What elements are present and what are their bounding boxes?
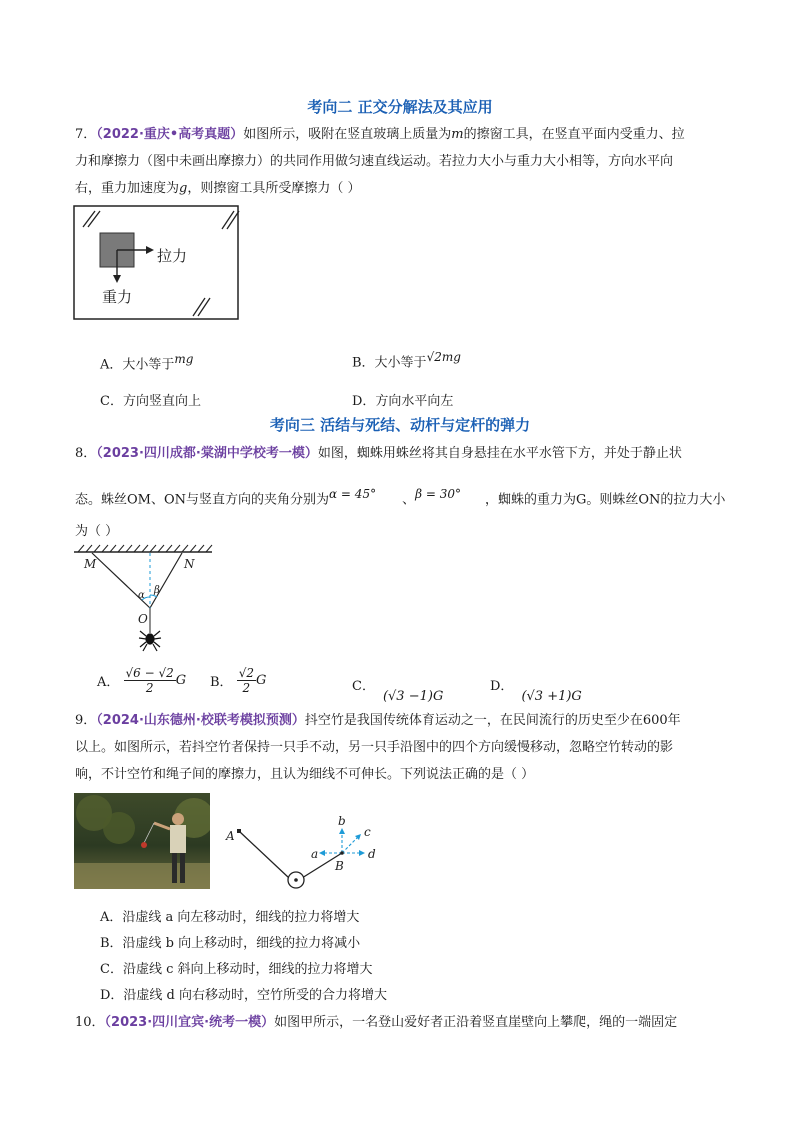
question-text: 态。蛛丝OM、ON与竖直方向的夹角分别为 <box>75 492 330 508</box>
q8-option-a[interactable] <box>97 666 186 695</box>
question-text: 如图甲所示，一名登山爱好者正沿着竖直崖壁向上攀爬，绳的一端固定 <box>274 1015 678 1030</box>
question-8-line-2 <box>75 484 725 510</box>
math-m: m <box>451 127 464 142</box>
figure-window-cleaner <box>70 203 245 323</box>
label-beta: β <box>154 585 160 596</box>
label-A: A <box>226 829 235 843</box>
question-text: ，则擦窗工具所受摩擦力（ ） <box>187 181 361 196</box>
direction-arrows <box>323 832 361 853</box>
question-7-line-1 <box>75 125 685 145</box>
question-9-line-2: 以上。如图所示，若抖空竹者保持一只手不动，另一只手沿图中的四个方向缓慢移动，忽略空竹转动的影 <box>75 740 674 755</box>
q9-option-d[interactable]: D．沿虚线 d 向右移动时，空竹所受的合力将增大 <box>100 988 388 1003</box>
question-number: 9． <box>75 713 97 728</box>
question-number: 7． <box>75 127 97 142</box>
question-text: ，蜘蛛的重力为G。则蛛丝ON的拉力大小 <box>484 492 726 508</box>
figure-spider <box>72 543 222 658</box>
q7-option-c[interactable]: C．方向竖直向上 <box>100 394 201 409</box>
option-label: B．大小等于 <box>352 355 427 371</box>
q7-option-d[interactable]: D．方向水平向左 <box>352 394 454 409</box>
option-math: mg <box>174 352 194 366</box>
label-c: c <box>364 825 371 839</box>
q9-option-c[interactable]: C．沿虚线 c 斜向上移动时，细线的拉力将增大 <box>100 962 373 977</box>
fraction <box>237 666 256 695</box>
symbol-G: G <box>255 673 267 688</box>
gravity-arrowhead <box>113 275 121 283</box>
q9-option-a[interactable]: A．沿虚线 a 向左移动时，细线的拉力将增大 <box>100 910 360 925</box>
diabolo-player-photo <box>74 793 210 889</box>
glass-pane <box>74 206 238 319</box>
option-math: (√3 +1)G <box>521 689 582 704</box>
question-10-line-1 <box>75 1013 677 1033</box>
arrowhead-d <box>359 850 365 856</box>
numerator: √2 <box>238 666 254 680</box>
question-text: 如图，蜘蛛用蛛丝将其自身悬挂在水平水管下方，并处于静止状 <box>317 446 682 461</box>
figure-diabolo-diagram <box>222 812 392 894</box>
numerator: √6 − √2 <box>125 666 174 680</box>
question-number: 10． <box>75 1015 105 1030</box>
question-9-line-3: 响，不计空竹和绳子间的摩擦力，且认为细线不可伸长。下列说法正确的是（ ） <box>75 767 535 782</box>
section-heading-2: 考向二 正交分解法及其应用 <box>307 98 493 116</box>
section-heading-3: 考向三 活结与死结、动杆与定杆的弹力 <box>269 416 531 434</box>
label-M: M <box>84 557 97 571</box>
label-alpha: α <box>138 590 145 601</box>
symbol-G: G <box>175 673 187 688</box>
denominator: 2 <box>145 681 154 695</box>
pull-arrowhead <box>146 246 154 254</box>
spider-icon <box>139 631 161 651</box>
option-math: (√3 −1)G <box>382 689 444 704</box>
math-g: g <box>179 181 188 196</box>
q8-option-b[interactable] <box>210 666 266 695</box>
gravity-label: 重力 <box>102 288 133 306</box>
label-a: a <box>311 847 319 861</box>
option-label: C． <box>352 679 375 694</box>
option-label: D． <box>490 679 514 694</box>
option-label: A． <box>97 675 120 690</box>
arrowhead-b <box>339 828 345 834</box>
option-label: B． <box>210 675 233 690</box>
label-N: N <box>184 557 195 571</box>
question-8-line-1 <box>75 444 682 464</box>
question-text: 右，重力加速度为 <box>75 181 180 196</box>
string-left <box>240 832 289 878</box>
question-8-line-3: 为（ ） <box>75 524 119 539</box>
question-text: 的擦窗工具，在竖直平面内受重力、拉 <box>463 127 685 142</box>
pull-force-label: 拉力 <box>157 247 188 265</box>
denominator: 2 <box>242 681 251 695</box>
question-text: 如图所示，吸附在竖直玻璃上质量为 <box>243 127 452 142</box>
question-7-line-2: 力和摩擦力（图中未画出摩擦力）的共同作用做匀速直线运动。若拉力大小与重力大小相等，方向水平向 <box>75 154 674 169</box>
q9-option-b[interactable]: B．沿虚线 b 向上移动时，细线的拉力将减小 <box>100 936 361 951</box>
question-source: （2023·四川宜宾·统考一模） <box>104 1015 275 1030</box>
question-source: （2024·山东德州·校联考模拟预测） <box>96 713 305 728</box>
question-number: 8． <box>75 446 97 461</box>
question-9-line-1 <box>75 711 681 731</box>
diabolo <box>141 842 147 848</box>
label-O: O <box>138 612 148 626</box>
question-text: 抖空竹是我国传统体育运动之一，在民间流行的历史至少在600年 <box>304 713 681 728</box>
question-7-line-3 <box>75 179 360 199</box>
q8-option-d[interactable] <box>490 675 582 704</box>
q7-option-b[interactable] <box>352 350 461 370</box>
pipe-hatch <box>78 545 212 552</box>
label-d: d <box>368 847 376 861</box>
label-b: b <box>338 814 346 828</box>
q7-option-a[interactable] <box>100 352 193 372</box>
fraction <box>124 666 176 695</box>
option-math: √2mg <box>426 350 461 364</box>
q8-option-c[interactable] <box>352 675 444 704</box>
point-B <box>340 851 344 855</box>
angle-beta-value: β = 30° <box>415 487 461 501</box>
silk-ON <box>150 553 182 608</box>
separator: 、 <box>402 492 416 508</box>
angle-alpha-value: α = 45° <box>329 487 377 501</box>
question-source: （2023·四川成都·棠湖中学校考一模） <box>96 446 318 461</box>
label-B: B <box>335 859 344 873</box>
diabolo-axis <box>294 878 298 882</box>
arrowhead-c <box>355 834 361 840</box>
question-source: （2022·重庆•高考真题） <box>96 127 244 142</box>
option-label: A．大小等于 <box>100 357 175 373</box>
arrowhead-a <box>319 850 325 856</box>
